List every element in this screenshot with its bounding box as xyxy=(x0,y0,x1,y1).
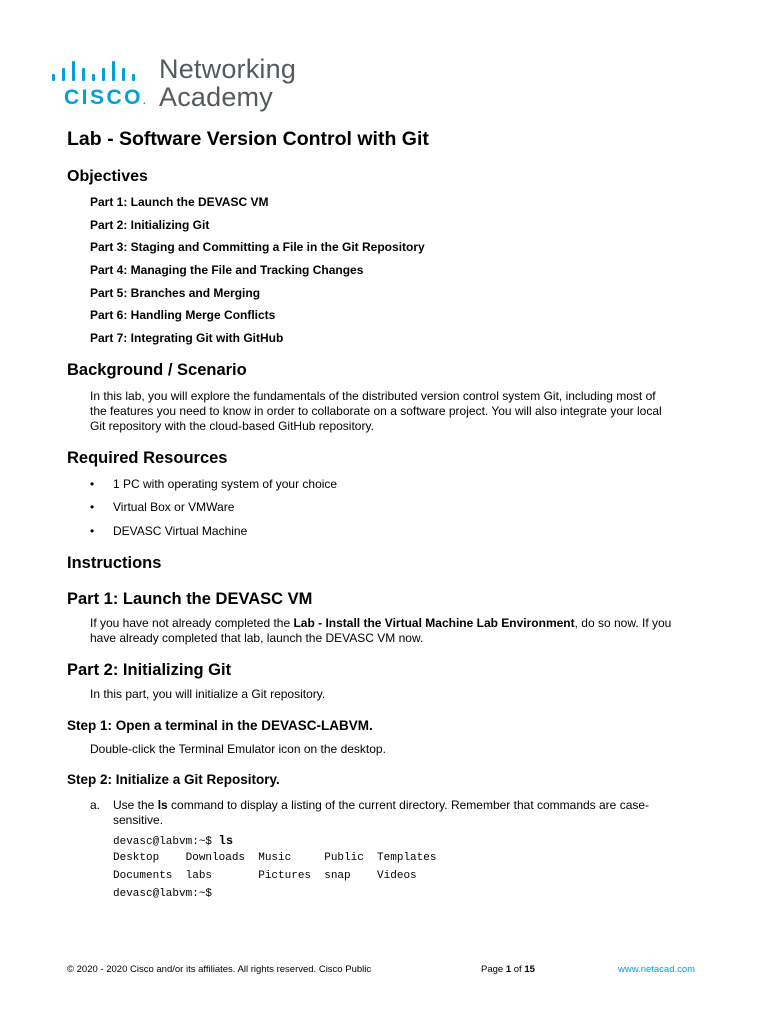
objective-item: Part 4: Managing the File and Tracking Changes xyxy=(90,263,364,277)
objective-item: Part 5: Branches and Merging xyxy=(90,286,261,300)
part1-lab-name: Lab - Install the Virtual Machine Lab Environment xyxy=(293,616,575,630)
netacad-link[interactable]: www.netacad.com xyxy=(618,964,696,975)
terminal-output-row: Documents labs Pictures snap Videos xyxy=(113,870,417,882)
terminal-command-line xyxy=(113,834,233,848)
resource-item-label: Virtual Box or VMWare xyxy=(113,500,235,514)
objective-item: Part 6: Handling Merge Conflicts xyxy=(90,308,276,322)
step1-text: Double-click the Terminal Emulator icon on the desktop. xyxy=(90,742,386,756)
terminal-output-row: Desktop Downloads Music Public Templates xyxy=(113,852,437,864)
background-line: Git repository with the cloud-based GitHub repository. xyxy=(90,419,374,433)
cisco-wordmark: CISCO. xyxy=(64,86,149,109)
resource-item-label: 1 PC with operating system of your choice xyxy=(113,477,338,491)
bullet-icon: • xyxy=(90,477,95,491)
objective-item: Part 3: Staging and Committing a File in the Git Repository xyxy=(90,240,425,254)
ls-command: ls xyxy=(157,798,168,812)
step1-heading: Step 1: Open a terminal in the DEVASC-LABVM. xyxy=(67,718,373,733)
background-heading: Background / Scenario xyxy=(67,361,247,379)
step2-text: sensitive. xyxy=(113,813,164,827)
cisco-networking-academy-logo xyxy=(52,56,302,114)
logo-networking-text: Networking xyxy=(159,54,297,84)
part1-text: If you have not already completed the xyxy=(90,616,294,630)
step2-heading: Step 2: Initialize a Git Repository. xyxy=(67,772,280,787)
footer-page-number xyxy=(481,964,535,975)
background-paragraph xyxy=(90,389,710,434)
instructions-heading: Instructions xyxy=(67,554,162,572)
step2-text: Use the xyxy=(113,798,158,812)
terminal-prompt: devasc@labvm:~$ xyxy=(113,888,213,900)
page-total: 15 xyxy=(524,964,535,975)
background-line: the features you need to know in order to collaborate on a software project. You will also integrate your local xyxy=(90,404,662,418)
resources-heading: Required Resources xyxy=(67,449,228,467)
part2-heading: Part 2: Initializing Git xyxy=(67,661,232,679)
cisco-bars-icon xyxy=(52,61,148,81)
footer-copyright: © 2020 - 2020 Cisco and/or its affiliates. All rights reserved. Cisco Public xyxy=(67,964,372,975)
bullet-icon: • xyxy=(90,500,95,514)
terminal-command: ls xyxy=(218,834,234,848)
page-current: 1 xyxy=(505,964,512,975)
objective-item: Part 7: Integrating Git with GitHub xyxy=(90,331,284,345)
part1-text: have already completed that lab, launch the DEVASC VM now. xyxy=(90,631,424,645)
page-title: Lab - Software Version Control with Git xyxy=(67,128,429,150)
part1-text: , do so now. If you xyxy=(574,616,672,630)
objective-item: Part 2: Initializing Git xyxy=(90,218,210,232)
objectives-heading: Objectives xyxy=(67,168,148,185)
logo-academy-text: Academy xyxy=(159,82,273,112)
part2-intro: In this part, you will initialize a Git repository. xyxy=(90,687,326,701)
background-line: In this lab, you will explore the fundamentals of the distributed version control system Git, including most of xyxy=(90,389,656,403)
step2-text: command to display a listing of the current directory. Remember that commands are case- xyxy=(167,798,650,812)
list-label: a. xyxy=(90,798,101,812)
terminal-prompt: devasc@labvm:~$ xyxy=(113,836,219,848)
objective-item: Part 1: Launch the DEVASC VM xyxy=(90,195,269,209)
part1-heading: Part 1: Launch the DEVASC VM xyxy=(67,590,313,608)
page-label: of xyxy=(511,964,525,975)
part1-paragraph xyxy=(90,616,710,646)
resource-item-label: DEVASC Virtual Machine xyxy=(113,524,248,538)
page-label: Page xyxy=(481,964,506,975)
bullet-icon: • xyxy=(90,524,95,538)
